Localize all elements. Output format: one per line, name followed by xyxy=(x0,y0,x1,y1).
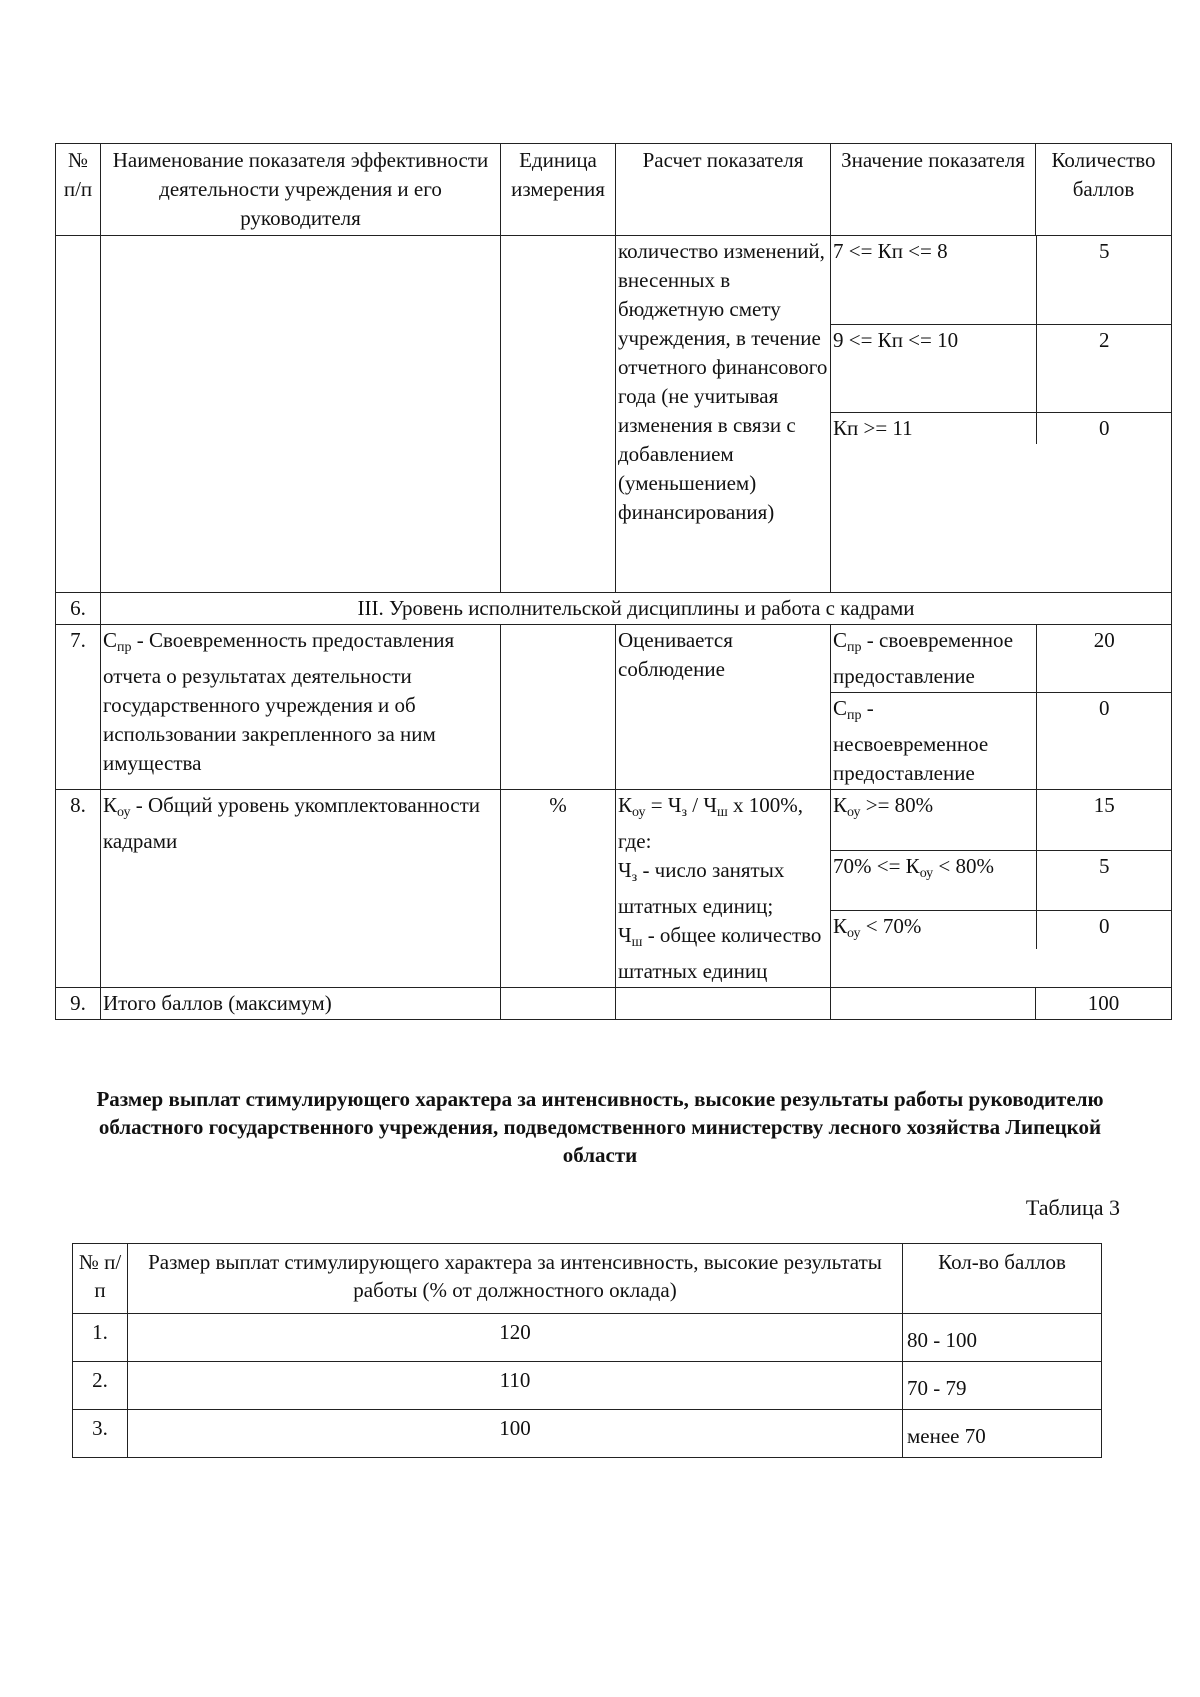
header-size: Размер выплат стимулирующего характера за интенсивность, высокие результаты работы (% от должностного оклада) xyxy=(128,1244,903,1314)
header-points: Кол-во баллов xyxy=(903,1244,1102,1314)
calc-cell xyxy=(616,790,831,988)
section-title: Размер выплат стимулирующего характера за интенсивность, высокие результаты работы руководителю областного государственного учреждения, подведомственного министерству лесного хозяйства Липецкой области xyxy=(96,1087,1104,1167)
value-cell: 9 <= Кп <= 10 xyxy=(831,324,1036,412)
points-cell: 20 xyxy=(1036,625,1172,693)
table-row xyxy=(56,625,1172,790)
value-cell: $К_{оу} >= 80\%$ xyxy=(831,790,1036,850)
calc-cell: количество изменений, внесенных в бюджетную смету учреждения, в течение отчетного финансового года (не учитывая изменения в связи с добавлением (уменьшением) финансирования) xyxy=(616,236,831,593)
payment-size: 120 xyxy=(128,1314,903,1362)
calc-cell: Оценивается соблюдение xyxy=(616,625,831,790)
row-number: 6. xyxy=(56,593,101,625)
points-range: менее 70 xyxy=(903,1410,1102,1458)
value-points-subtable xyxy=(831,236,1172,444)
value-points-subtable xyxy=(831,790,1172,949)
value-cell: $К_{оу} < 70\%$ xyxy=(831,910,1036,949)
total-label: Итого баллов (максимум) xyxy=(101,988,501,1020)
row-number: 1. xyxy=(73,1314,128,1362)
row-number: 7. xyxy=(56,625,101,790)
table-label: Таблица 3 xyxy=(1025,1195,1120,1220)
points-cell: 0 xyxy=(1099,415,1110,440)
points-cell: 0 xyxy=(1099,696,1110,720)
payments-table xyxy=(72,1243,1102,1458)
table-header-row xyxy=(56,144,1172,236)
value-cell: Кп >= 11 xyxy=(831,412,1036,444)
header-num: № п/п xyxy=(56,144,101,236)
points-cell: 15 xyxy=(1036,790,1172,850)
header-num: № п/п xyxy=(73,1244,128,1314)
header-calc: Расчет показателя xyxy=(616,144,831,236)
table-row xyxy=(56,790,1172,988)
points-range: 80 - 100 xyxy=(903,1314,1102,1362)
header-points: Количество баллов xyxy=(1036,144,1172,236)
payment-size: 110 xyxy=(128,1362,903,1410)
value-cell: 7 <= Кп <= 8 xyxy=(831,236,1036,324)
points-cell: 5 xyxy=(1036,236,1172,324)
value-cell: $С_{пр}$ - несвоевременное предоставление xyxy=(831,693,1036,790)
value-cell: $С_{пр}$ - своевременное предоставление xyxy=(831,625,1036,693)
points-cell: 2 xyxy=(1036,324,1172,412)
header-value: Значение показателя xyxy=(831,144,1036,236)
table-row xyxy=(73,1362,1102,1410)
section-row xyxy=(56,593,1172,625)
unit-cell: % xyxy=(501,790,616,988)
table-row xyxy=(73,1314,1102,1362)
indicator-name: $К_{оу}$ - Общий уровень укомплектованности кадрами xyxy=(101,790,501,988)
indicator-name: $С_{пр}$ - Своевременность предоставления отчета о результатах деятельности государственного учреждения и об использовании закрепленного за ним имущества xyxy=(101,625,501,790)
payment-size: 100 xyxy=(128,1410,903,1458)
points-cell: 0 xyxy=(1099,913,1110,938)
section-heading: III. Уровень исполнительской дисциплины и работа с кадрами xyxy=(101,593,1172,625)
header-name: Наименование показателя эффективности деятельности учреждения и его руководителя xyxy=(101,144,501,236)
points-cell: 5 xyxy=(1036,850,1172,910)
formula-line: $Ч_з$ - число занятых штатных единиц; xyxy=(618,858,785,918)
row-number: 9. xyxy=(56,988,101,1020)
formula-line: $К_{оу} = Ч_з / Ч_ш$ x 100%, где: xyxy=(618,793,804,853)
header-unit: Единица измерения xyxy=(501,144,616,236)
row-number: 3. xyxy=(73,1410,128,1458)
row-number: 8. xyxy=(56,790,101,988)
formula-line: $Ч_ш$ - общее количество штатных единиц xyxy=(618,923,822,983)
indicators-table xyxy=(55,143,1172,1020)
total-points: 100 xyxy=(1036,988,1172,1020)
table-row xyxy=(56,236,1172,593)
row-number: 2. xyxy=(73,1362,128,1410)
table-row xyxy=(73,1410,1102,1458)
table-header-row xyxy=(73,1244,1102,1314)
total-row xyxy=(56,988,1172,1020)
value-points-subtable xyxy=(831,625,1172,789)
points-range: 70 - 79 xyxy=(903,1362,1102,1410)
value-cell: $70\% <= К_{оу} < 80\%$ xyxy=(831,850,1036,910)
